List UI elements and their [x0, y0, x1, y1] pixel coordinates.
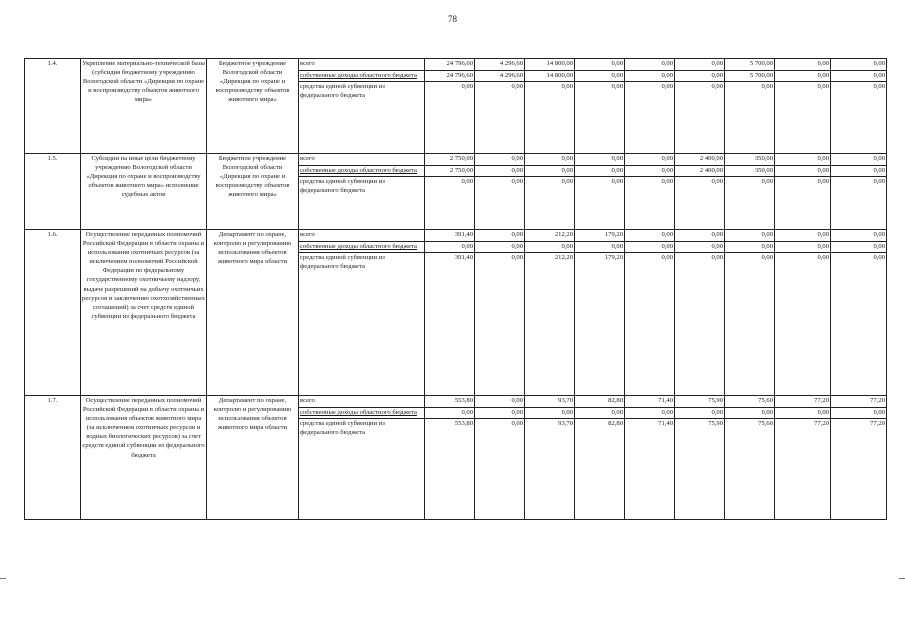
funding-source: всего: [299, 154, 425, 166]
amount-cell: 0,00: [475, 253, 525, 396]
amount-cell: 0,00: [625, 253, 675, 396]
amount-cell: 0,00: [725, 242, 775, 253]
amount-cell: 0,00: [525, 82, 575, 154]
page-number: 78: [448, 14, 457, 24]
amount-cell: 0,00: [425, 242, 475, 253]
amount-cell: 14 800,00: [525, 59, 575, 71]
amount-cell: 0,00: [675, 59, 725, 71]
amount-cell: 0,00: [775, 242, 831, 253]
amount-cell: 0,00: [475, 419, 525, 520]
event-name: Укрепление материально-технической базы (субсидия бюджетному учреждению Вологодской области «Дирекция по охране и воспроизводству объектов животного мира»: [81, 59, 207, 154]
budget-table: [24, 58, 887, 520]
amount-cell: 0,00: [831, 166, 887, 177]
amount-cell: 0,00: [575, 59, 625, 71]
amount-cell: 0,00: [775, 154, 831, 166]
table-row: [25, 396, 887, 408]
amount-cell: 24 796,60: [425, 71, 475, 82]
amount-cell: 0,00: [625, 166, 675, 177]
row-number: 1.7.: [25, 396, 81, 520]
funding-source: средства единой субвенции из федерального бюджета: [299, 253, 425, 396]
amount-cell: 0,00: [525, 242, 575, 253]
amount-cell: 2 750,00: [425, 166, 475, 177]
executor-name: Департамент по охране, контролю и регулированию использования объектов животного мира области: [207, 396, 299, 520]
row-number: 1.6.: [25, 230, 81, 396]
amount-cell: 0,00: [775, 166, 831, 177]
amount-cell: 2 750,00: [425, 154, 475, 166]
funding-source: собственные доходы областного бюджета: [299, 166, 425, 177]
amount-cell: 0,00: [475, 230, 525, 242]
amount-cell: 0,00: [425, 177, 475, 230]
amount-cell: 93,70: [525, 396, 575, 408]
event-name: Субсидии на иные цели бюджетному учреждению Вологодской области «Дирекция по охране и воспроизводству объектов животного мира» исполнение судебных актов: [81, 154, 207, 230]
amount-cell: 0,00: [775, 230, 831, 242]
amount-cell: 0,00: [775, 71, 831, 82]
amount-cell: 0,00: [475, 154, 525, 166]
amount-cell: 93,70: [525, 419, 575, 520]
amount-cell: 77,20: [775, 419, 831, 520]
amount-cell: 14 800,00: [525, 71, 575, 82]
amount-cell: 212,20: [525, 230, 575, 242]
amount-cell: 0,00: [575, 82, 625, 154]
amount-cell: 0,00: [725, 177, 775, 230]
amount-cell: 82,80: [575, 396, 625, 408]
amount-cell: 0,00: [831, 408, 887, 419]
amount-cell: 0,00: [625, 408, 675, 419]
amount-cell: 350,00: [725, 166, 775, 177]
table-row: [25, 230, 887, 242]
funding-source: средства единой субвенции из федерального бюджета: [299, 177, 425, 230]
amount-cell: 0,00: [675, 253, 725, 396]
amount-cell: 0,00: [575, 71, 625, 82]
amount-cell: 24 796,60: [425, 59, 475, 71]
amount-cell: 75,60: [725, 396, 775, 408]
funding-source: средства единой субвенции из федерального бюджета: [299, 82, 425, 154]
amount-cell: 5 700,00: [725, 59, 775, 71]
amount-cell: 0,00: [525, 177, 575, 230]
funding-source: собственные доходы областного бюджета: [299, 242, 425, 253]
amount-cell: 0,00: [775, 59, 831, 71]
amount-cell: 0,00: [725, 82, 775, 154]
amount-cell: 0,00: [475, 408, 525, 419]
amount-cell: 0,00: [425, 82, 475, 154]
amount-cell: 0,00: [675, 230, 725, 242]
amount-cell: 0,00: [675, 82, 725, 154]
executor-name: Бюджетное учреждение Вологодской области «Дирекция по охране и воспроизводству объектов животного мира»: [207, 59, 299, 154]
amount-cell: 0,00: [425, 408, 475, 419]
amount-cell: 0,00: [625, 71, 675, 82]
amount-cell: 0,00: [831, 253, 887, 396]
event-name: Осуществление переданных полномочий Российской Федерации в области охраны и использования охотничьих ресурсов (за исключением полномочий Российской Федерации по федеральному государственному охотничьему надзору, выдаче разрешений на добычу охотничьих ресурсов и заключению охотхозяйственных соглашений) за счет средств единой субвенции из федерального бюджета: [81, 230, 207, 396]
amount-cell: 0,00: [625, 242, 675, 253]
amount-cell: 0,00: [625, 177, 675, 230]
left-edge-mark: [0, 578, 6, 579]
amount-cell: 391,40: [425, 230, 475, 242]
amount-cell: 0,00: [475, 166, 525, 177]
right-edge-mark: [899, 578, 905, 579]
funding-source: собственные доходы областного бюджета: [299, 71, 425, 82]
amount-cell: 75,60: [725, 419, 775, 520]
amount-cell: 4 296,60: [475, 71, 525, 82]
amount-cell: 0,00: [725, 408, 775, 419]
amount-cell: 0,00: [525, 408, 575, 419]
amount-cell: 350,00: [725, 154, 775, 166]
amount-cell: 0,00: [725, 253, 775, 396]
amount-cell: 0,00: [625, 154, 675, 166]
funding-source: собственные доходы областного бюджета: [299, 408, 425, 419]
amount-cell: 212,20: [525, 253, 575, 396]
amount-cell: 0,00: [625, 230, 675, 242]
amount-cell: 0,00: [831, 71, 887, 82]
amount-cell: 77,20: [831, 396, 887, 408]
amount-cell: 0,00: [831, 177, 887, 230]
amount-cell: 553,80: [425, 419, 475, 520]
executor-name: Департамент по охране, контролю и регулированию использования объектов животного мира области: [207, 230, 299, 396]
amount-cell: 0,00: [831, 59, 887, 71]
amount-cell: 0,00: [725, 230, 775, 242]
amount-cell: 0,00: [675, 408, 725, 419]
funding-source: всего: [299, 396, 425, 408]
amount-cell: 0,00: [575, 166, 625, 177]
amount-cell: 0,00: [675, 242, 725, 253]
amount-cell: 0,00: [831, 242, 887, 253]
amount-cell: 0,00: [625, 82, 675, 154]
amount-cell: 179,20: [575, 230, 625, 242]
amount-cell: 0,00: [775, 177, 831, 230]
table-row: [25, 154, 887, 166]
row-number: 1.5.: [25, 154, 81, 230]
amount-cell: 4 296,60: [475, 59, 525, 71]
event-name: Осуществление переданных полномочий Российской Федерации в области охраны и использования объектов животного мира (за исключением охотничьих ресурсов и водных биологических ресурсов) за счет средств единой субвенции из федерального бюджета: [81, 396, 207, 520]
amount-cell: 0,00: [475, 82, 525, 154]
amount-cell: 0,00: [675, 177, 725, 230]
funding-source: всего: [299, 59, 425, 71]
amount-cell: 5 700,00: [725, 71, 775, 82]
funding-source: всего: [299, 230, 425, 242]
amount-cell: 0,00: [525, 166, 575, 177]
table-row: [25, 59, 887, 71]
amount-cell: 0,00: [575, 177, 625, 230]
amount-cell: 75,90: [675, 396, 725, 408]
amount-cell: 0,00: [775, 253, 831, 396]
amount-cell: 0,00: [625, 59, 675, 71]
row-number: 1.4.: [25, 59, 81, 154]
amount-cell: 71,40: [625, 396, 675, 408]
amount-cell: 71,40: [625, 419, 675, 520]
amount-cell: 553,80: [425, 396, 475, 408]
amount-cell: 0,00: [475, 177, 525, 230]
amount-cell: 0,00: [775, 82, 831, 154]
amount-cell: 0,00: [831, 230, 887, 242]
amount-cell: 0,00: [575, 408, 625, 419]
amount-cell: 179,20: [575, 253, 625, 396]
amount-cell: 0,00: [831, 82, 887, 154]
amount-cell: 0,00: [475, 396, 525, 408]
amount-cell: 0,00: [675, 71, 725, 82]
amount-cell: 0,00: [775, 408, 831, 419]
amount-cell: 0,00: [525, 154, 575, 166]
funding-source: средства единой субвенции из федерального бюджета: [299, 419, 425, 520]
amount-cell: 2 400,00: [675, 154, 725, 166]
amount-cell: 75,90: [675, 419, 725, 520]
amount-cell: 0,00: [475, 242, 525, 253]
amount-cell: 391,40: [425, 253, 475, 396]
amount-cell: 0,00: [831, 154, 887, 166]
amount-cell: 77,20: [831, 419, 887, 520]
amount-cell: 77,20: [775, 396, 831, 408]
amount-cell: 82,80: [575, 419, 625, 520]
amount-cell: 2 400,00: [675, 166, 725, 177]
amount-cell: 0,00: [575, 154, 625, 166]
executor-name: Бюджетное учреждение Вологодской области «Дирекция по охране и воспроизводству объектов животного мира»: [207, 154, 299, 230]
amount-cell: 0,00: [575, 242, 625, 253]
